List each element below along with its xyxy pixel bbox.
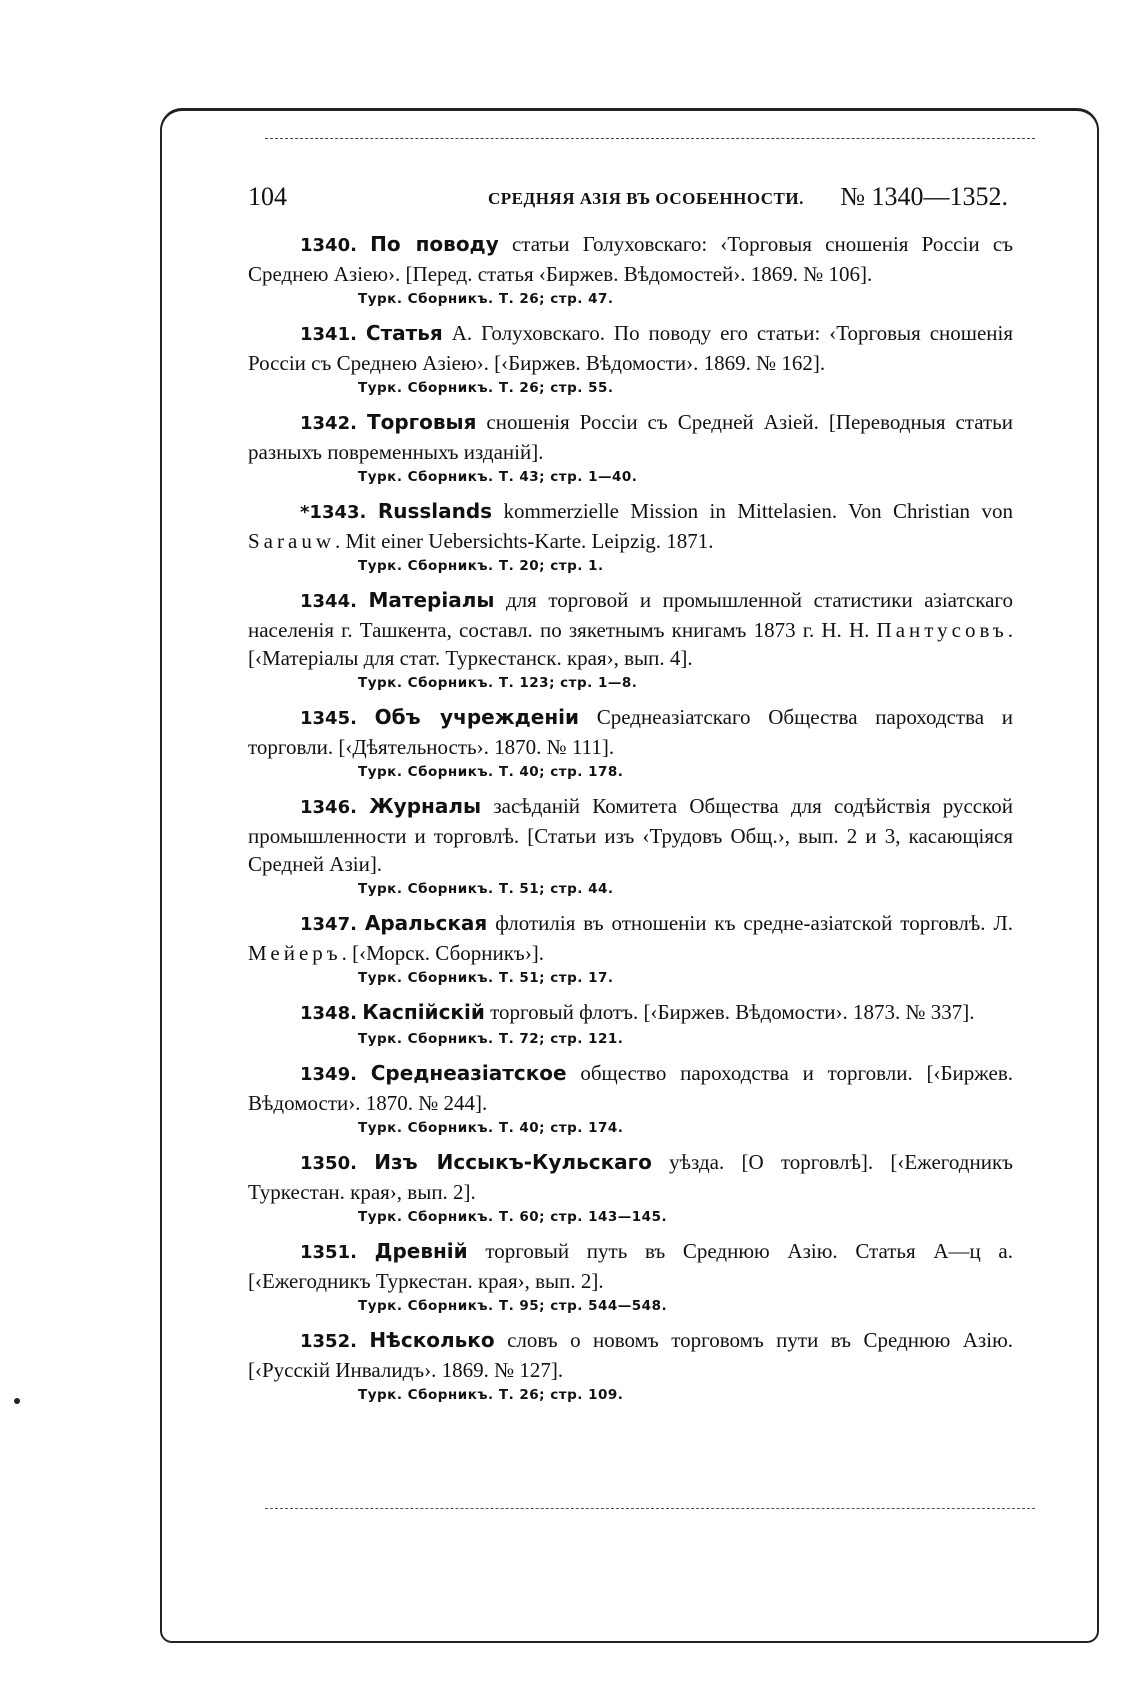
- entry-keyword: Russlands: [377, 499, 493, 523]
- entry-number: 1341.: [300, 324, 357, 345]
- entry-keyword: Древній: [374, 1239, 468, 1263]
- entry-source: Турк. Сборникъ. Т. 123; стр. 1—8.: [358, 675, 638, 691]
- entry-keyword: Торговыя: [366, 410, 477, 434]
- entry-number: 1344.: [300, 591, 357, 612]
- entry-number: 1345.: [300, 708, 357, 729]
- entry-source: Турк. Сборникъ. Т. 51; стр. 17.: [358, 970, 614, 986]
- entry-keyword: Изъ Иссыкъ-Кульскаго: [374, 1150, 652, 1174]
- entry-1346: [248, 792, 1013, 897]
- entry-author: Sarauw: [248, 529, 335, 553]
- top-dashed-rule: [265, 138, 1035, 139]
- margin-dot: [14, 1398, 20, 1404]
- entry-number: 1349.: [300, 1064, 357, 1085]
- entry-1348: [248, 998, 1013, 1047]
- entry-number: 1348.: [300, 1003, 357, 1024]
- running-title: СРЕДНЯЯ АЗІЯ ВЪ ОСОБЕННОСТИ.: [488, 189, 804, 208]
- entry-body-cont: . [‹Матеріалы для стат. Туркестанск. края›, вып. 4].: [248, 618, 1013, 670]
- entry-keyword: Аральская: [364, 911, 488, 935]
- entry-1344: [248, 586, 1013, 691]
- entry-keyword: Среднеазіатское: [370, 1061, 567, 1085]
- entry-source: Турк. Сборникъ. Т. 72; стр. 121.: [358, 1031, 624, 1047]
- entry-body: общество пароходства и торговли. [‹Биржев. Вѣдомости›. 1870. № 244].: [248, 1061, 1013, 1115]
- entry-body: Среднеазіатскаго Общества пароходства и торговли. [‹Дѣятельность›. 1870. № 111].: [248, 705, 1013, 759]
- entry-body: уѣзда. [О торговлѣ]. [‹Ежегодникъ Туркестан. края›, вып. 2].: [248, 1150, 1014, 1204]
- entry-body: словъ о новомъ торговомъ пути въ Среднюю Азію. [‹Русскій Инвалидъ›. 1869. № 127].: [248, 1328, 1014, 1382]
- entry-1343: [248, 497, 1013, 574]
- entry-body: засѣданій Комитета Общества для содѣйствія русской промышленности и торговлѣ. [Статьи изъ ‹Трудовъ Общ.›, вып. 2 и 3, касающіяся Средней Азіи].: [248, 794, 1013, 876]
- entry-1351: [248, 1237, 1013, 1314]
- entry-body: сношенія Россіи съ Средней Азіей. [Переводныя статьи разныхъ повременныхъ изданій].: [248, 410, 1014, 464]
- entry-1345: [248, 703, 1013, 780]
- entry-body: для торговой и промышленной статистики азіатскаго населенія г. Ташкента, составл. по зякетнымъ книгамъ 1873 г. Н. Н.: [248, 588, 1013, 642]
- entry-source: Турк. Сборникъ. Т. 26; стр. 55.: [358, 380, 614, 396]
- page-header: [248, 182, 1008, 216]
- entry-number: 1352.: [300, 1331, 357, 1352]
- entry-source: Турк. Сборникъ. Т. 60; стр. 143—145.: [358, 1209, 668, 1225]
- entry-number: 1340.: [300, 235, 357, 256]
- entry-source: Турк. Сборникъ. Т. 40; стр. 174.: [358, 1120, 624, 1136]
- entry-1350: [248, 1148, 1013, 1225]
- entry-1352: [248, 1326, 1013, 1403]
- entry-source: Турк. Сборникъ. Т. 51; стр. 44.: [358, 881, 614, 897]
- page-number: 104: [248, 182, 287, 211]
- entry-keyword: Матеріалы: [368, 588, 495, 612]
- entry-number: *1343.: [300, 502, 367, 523]
- entry-1340: [248, 230, 1013, 307]
- entry-number: 1342.: [300, 413, 357, 434]
- entry-source: Турк. Сборникъ. Т. 20; стр. 1.: [358, 558, 604, 574]
- entry-1347: [248, 909, 1013, 986]
- entry-body: А. Голуховскаго. По поводу его статьи: ‹Торговыя сношенія Россіи съ Среднею Азіею›. [‹Биржев. Вѣдомости›. 1869. № 162].: [248, 321, 1014, 375]
- entry-body: статьи Голуховскаго: ‹Торговыя сношенія Россіи съ Среднею Азіею›. [Перед. статья ‹Биржев. Вѣдомостей›. 1869. № 106].: [248, 232, 1013, 286]
- entry-source: Турк. Сборникъ. Т. 26; стр. 109.: [358, 1387, 624, 1403]
- entry-range: № 1340—1352.: [840, 182, 1008, 211]
- entry-number: 1351.: [300, 1242, 357, 1263]
- entry-1342: [248, 408, 1013, 485]
- entry-number: 1347.: [300, 914, 357, 935]
- entry-number: 1346.: [300, 797, 357, 818]
- entry-keyword: По поводу: [370, 232, 499, 256]
- entry-author: Пантусовъ: [876, 618, 1008, 642]
- entry-body-cont: . Mit einer Uebersichts-Karte. Leipzig. 1871.: [334, 529, 714, 553]
- entry-body-cont: . [‹Морск. Сборникъ›].: [341, 941, 545, 965]
- entry-number: 1350.: [300, 1153, 357, 1174]
- entry-body: kommerzielle Mission in Mittelasien. Von Christian von: [492, 499, 1013, 523]
- entry-source: Турк. Сборникъ. Т. 40; стр. 178.: [358, 764, 624, 780]
- entry-keyword: Нѣсколько: [369, 1328, 495, 1352]
- bibliography-entries: [248, 230, 1013, 1415]
- entry-body: торговый путь въ Среднюю Азію. Статья А—ц а. [‹Ежегодникъ Туркестан. края›, вып. 2].: [248, 1239, 1014, 1293]
- entry-keyword: Статья: [365, 321, 443, 345]
- entry-1341: [248, 319, 1013, 396]
- entry-1349: [248, 1059, 1013, 1136]
- entry-source: Турк. Сборникъ. Т. 95; стр. 544—548.: [358, 1298, 668, 1314]
- entry-body: флотилія въ отношеніи къ средне-азіатской торговлѣ. Л.: [487, 911, 1013, 935]
- entry-keyword: Каспійскій: [362, 1000, 485, 1024]
- entry-keyword: Объ учрежденіи: [374, 705, 580, 729]
- entry-body: торговый флотъ. [‹Биржев. Вѣдомости›. 1873. № 337].: [484, 1000, 975, 1024]
- entry-author: Мейеръ: [248, 941, 342, 965]
- entry-source: Турк. Сборникъ. Т. 43; стр. 1—40.: [358, 469, 638, 485]
- bottom-dashed-rule: [265, 1508, 1035, 1509]
- entry-source: Турк. Сборникъ. Т. 26; стр. 47.: [358, 291, 614, 307]
- entry-keyword: Журналы: [369, 794, 482, 818]
